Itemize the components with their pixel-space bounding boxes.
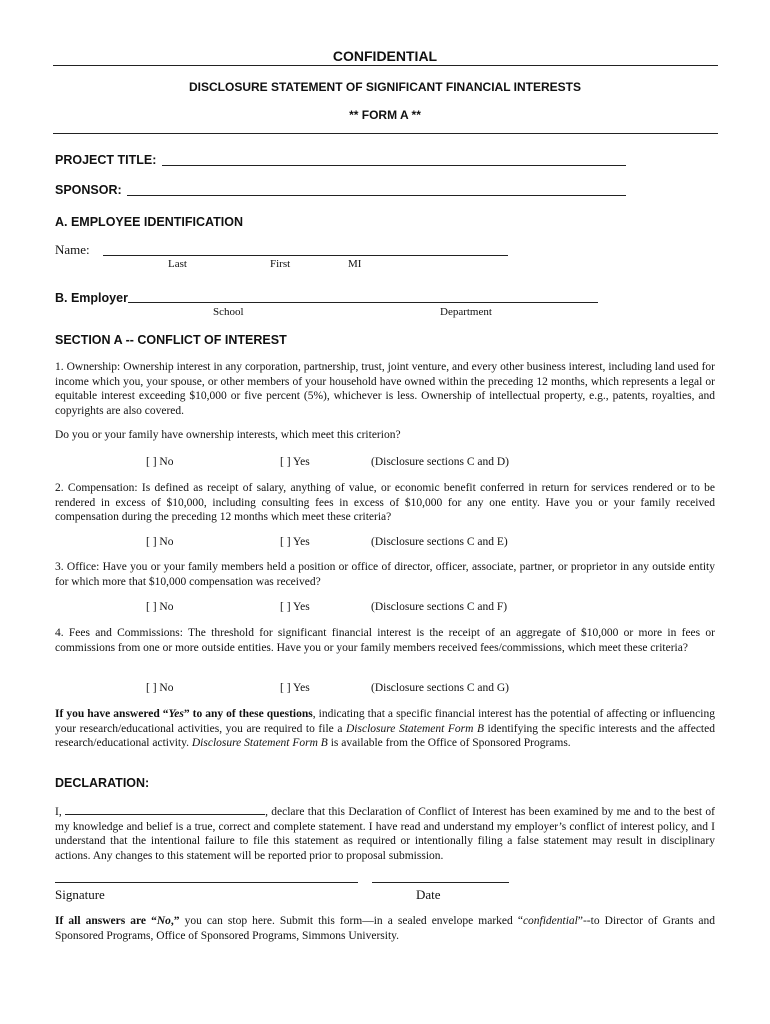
no-lead: If all answers are “No,” [55,915,180,927]
declaration-text: I, , declare that this Declaration of Conflict of Interest has been examined by me and to the best of my knowledge and belief is a true, correct and complete statement. I have read and understand my employer’s conflict of interest policy, and I understand that the intentional failure to file this statement as required or intentionally filing a false statement may result in disciplinary actions. Any changes to this statement will be reported prior to proposal submission. [55,802,715,863]
declaration-heading: DECLARATION: [55,776,150,790]
q3-no-checkbox[interactable]: [ ] No [146,601,174,613]
form-label: ** FORM A ** [349,108,421,122]
mi-label: MI [348,258,362,270]
yes-instructions: If you have answered “Yes” to any of these questions, indicating that a specific financial interest has the potential of affecting or influencing your research/educational activities, you are required to file a Disclosure Statement Form B identifying the specific interests and the affected research/educational activity. Disclosure Statement Form B is available from the Office of Sponsored Programs. [55,708,715,749]
sponsor-label: SPONSOR: [55,183,122,197]
q2-no-checkbox[interactable]: [ ] No [146,536,174,548]
q1-no-checkbox[interactable]: [ ] No [146,456,174,468]
signature-field[interactable] [55,882,358,883]
employer-label: B. Employer [55,291,128,305]
q4-text: 4. Fees and Commissions: The threshold for significant financial interest is the receipt of an aggregate of $10,000 or more in fees or commissions from one or more outside entities. Have you or your family members received fees/commissions, which meet these criteria? [55,627,715,654]
yes-lead: If you have answered “Yes” to any of these questions [55,708,313,720]
last-label: Last [168,258,187,270]
date-field[interactable] [372,882,509,883]
project-title-label: PROJECT TITLE: [55,153,157,167]
project-title-row [55,153,156,167]
project-title-field[interactable] [162,165,626,166]
confidential-heading: CONFIDENTIAL [332,48,438,64]
sponsor-row [55,183,122,197]
q4-note: (Disclosure sections C and G) [371,682,509,694]
department-label: Department [440,306,492,318]
employee-heading: A. EMPLOYEE IDENTIFICATION [55,215,243,229]
sponsor-field[interactable] [127,195,626,196]
name-field[interactable] [103,255,508,256]
school-label: School [213,306,244,318]
form-b-reference-2: Disclosure Statement Form B [191,737,328,749]
q4-yes-checkbox[interactable]: [ ] Yes [280,682,310,694]
name-label: Name: [55,242,90,257]
first-label: First [270,258,291,270]
divider-top [53,65,718,66]
date-label: Date [416,887,441,902]
q1-yes-checkbox[interactable]: [ ] Yes [280,456,310,468]
q2-text: 2. Compensation: Is defined as receipt of salary, anything of value, or economic benefit conferred in return for services rendered or to be rendered in excess of $10,000, including consulting fees in excess of $10,000 for any one entity. Have you or your family received compensation during the preceding 12 months which meet these criteria? [55,482,715,523]
declarant-name-field[interactable] [65,802,265,815]
divider-header [53,133,718,134]
q4-no-checkbox[interactable]: [ ] No [146,682,174,694]
q1-text: 1. Ownership: Ownership interest in any corporation, partnership, trust, joint venture, and every other business interest, including land used for income which you, your spouse, or other members of your household have owned within the preceding 12 months, which represents a legal or equitable interest exceeding $10,000 or five percent (5%), whichever is less. Ownership of intellectual property, e.g., patents, royalties, and copyrights are also covered. [55,361,715,417]
q3-yes-checkbox[interactable]: [ ] Yes [280,601,310,613]
form-b-reference: Disclosure Statement Form B [345,722,484,735]
q3-note: (Disclosure sections C and F) [371,601,508,613]
q2-note: (Disclosure sections C and E) [371,536,508,548]
q3-text: 3. Office: Have you or your family members held a position or office of director, officer, associate, partner, or proprietor in any outside entity for which more that $10,000 compensation was received? [55,561,715,588]
signature-label: Signature [55,887,105,902]
employer-field[interactable] [128,302,598,303]
q1-note: (Disclosure sections C and D) [371,456,509,468]
submission-instructions: If all answers are “No,” you can stop here. Submit this form—in a sealed envelope marked “confidential”--to Director of Grants and Sponsored Programs, Office of Sponsored Programs, Simmons University. [55,915,716,942]
q2-yes-checkbox[interactable]: [ ] Yes [280,536,310,548]
q1-question: Do you or your family have ownership interests, which meet this criterion? [55,429,401,441]
confidential-marking: confidential [522,915,578,927]
form-title: DISCLOSURE STATEMENT OF SIGNIFICANT FINANCIAL INTERESTS [188,80,581,94]
section-a-heading: SECTION A -- CONFLICT OF INTEREST [55,333,287,347]
